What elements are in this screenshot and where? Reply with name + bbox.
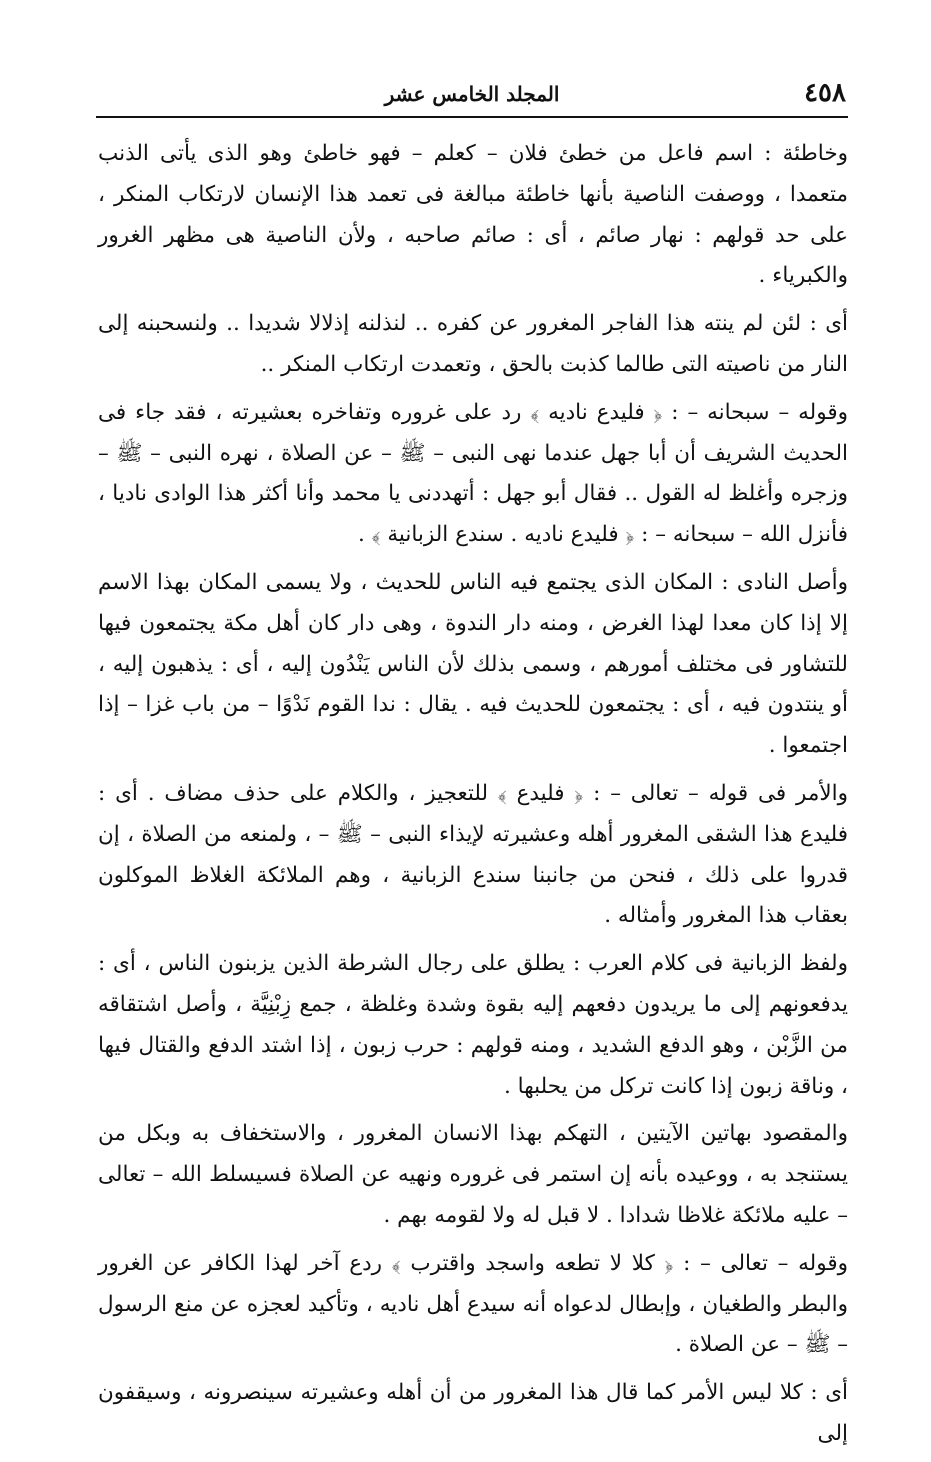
paragraph: وقوله – تعالى – : ﴿ كلا لا تطعه واسجد واقترب ﴾ ردع آخر لهذا الكافر عن الغرور والبطر والطغيان ، وإبطال لدعواه أنه سيدع أهل ناديه ، وتأكيد لعجزه عن منع الرسول – ﷺ – عن الصلاة . (98, 1250, 848, 1358)
paragraph: والأمر فى قوله – تعالى – : ﴿ فليدع ﴾ للتعجيز ، والكلام على حذف مضاف . أى : فليدع هذا الشقى المغرور أهله وعشيرته لإيذاء النبى – ﷺ – ، ولمنعه من الصلاة ، إن قدروا على ذلك ، فنحن من جانبنا سندع الزبانية ، وهم الملائكة الغلاظ الموكلون بعقاب هذا المغرور وأمثاله . (98, 780, 848, 929)
paragraph: والمقصود بهاتين الآيتين ، التهكم بهذا الانسان المغرور ، والاستخفاف به وبكل من يستنجد به ، ووعيده بأنه إن استمر فى غروره ونهيه عن الصلاة فسيسلط الله – تعالى – عليه ملائكة غلاظا شدادا . لا قبل له ولا لقومه بهم . (98, 1121, 848, 1228)
page-header (96, 76, 848, 116)
header-rule (96, 116, 848, 118)
page-body (98, 134, 848, 1462)
paragraph: وأصل النادى : المكان الذى يجتمع فيه الناس للحديث ، ولا يسمى المكان بهذا الاسم إلا إذا كان معدا لهذا الغرض ، ومنه دار الندوة ، وهى دار كان أهل مكة يجتمعون فيها للتشاور فى مختلف أمورهم ، وسمى بذلك لأن الناس يَنْدُون إليه ، أى : يذهبون إليه ، أو ينتدون فيه ، أى : يجتمعون للحديث فيه . يقال : ندا القوم نَدْوًا – من باب غزا – إذا اجتمعوا . (98, 569, 848, 759)
running-title: المجلد الخامس عشر (384, 82, 560, 106)
paragraph: وخاطئة : اسم فاعل من خطئ فلان – كعلم – فهو خاطئ وهو الذى يأتى الذنب متعمدا ، ووصفت الناصية بأنها خاطئة مبالغة فى تعمد هذا الإنسان لارتكاب المنكر ، على حد قولهم : نهار صائم ، أى : صائم صاحبه ، ولأن الناصية هى مظهر الغرور والكبرياء . (98, 141, 848, 289)
paragraph: وقوله – سبحانه – : ﴿ فليدع ناديه ﴾ رد على غروره وتفاخره بعشيرته ، فقد جاء فى الحديث الشريف أن أبا جهل عندما نهى النبى – ﷺ – عن الصلاة ، نهره النبى – ﷺ – وزجره وأغلظ له القول .. فقال أبو جهل : أتهددنى يا محمد وأنا أكثر هذا الوادى ناديا ، فأنزل الله – سبحانه – : ﴿ فليدع ناديه . سندع الزبانية ﴾ . (98, 399, 848, 548)
page-number: ٤٥٨ (804, 78, 846, 108)
paragraph: أى : كلا ليس الأمر كما قال هذا المغرور من أن أهله وعشيرته سينصرونه ، وسيقفون إلى (98, 1380, 848, 1446)
paragraph: ولفظ الزبانية فى كلام العرب : يطلق على رجال الشرطة الذين يزبنون الناس ، أى : يدفعونهم إلى ما يريدون دفعهم إليه بقوة وشدة وغلظة ، جمع زِبْنِيَّة ، وأصل اشتقاقه من الزَّبْن ، وهو الدفع الشديد ، ومنه قولهم : حرب زبون ، إذا اشتد الدفع والقتال فيها ، وناقة زبون إذا كانت تركل من يحلبها . (98, 951, 848, 1099)
paragraph: أى : لئن لم ينته هذا الفاجر المغرور عن كفره .. لنذلنه إذلالا شديدا .. ولنسحبنه إلى النار من ناصيته التى طالما كذبت بالحق ، وتعمدت ارتكاب المنكر .. (98, 311, 848, 377)
